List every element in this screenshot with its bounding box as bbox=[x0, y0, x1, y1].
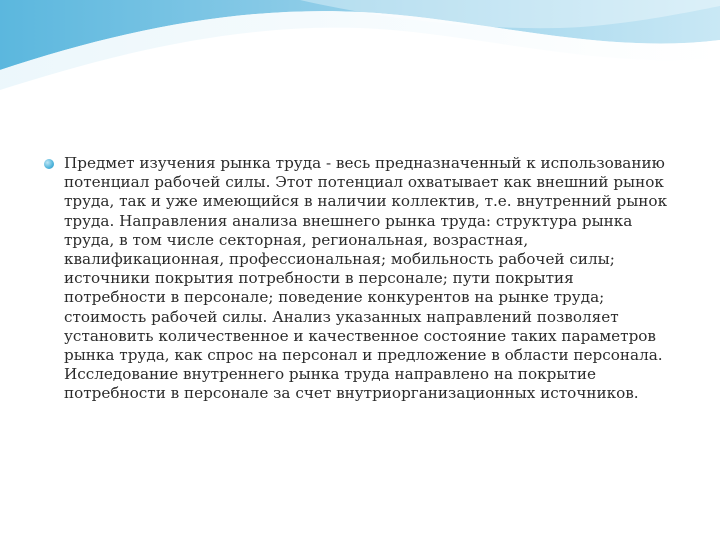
content-bullet-list bbox=[44, 154, 674, 404]
header-wave-decoration bbox=[0, 0, 720, 120]
bullet-dot-icon bbox=[44, 159, 54, 169]
content-bullet-item bbox=[44, 154, 674, 404]
bullet-text: Предмет изучения рынка труда - весь предназначенный к использованию потенциал рабочей силы. Этот потенциал охватывает как внешний рынок труда, так и уже имеющийся в наличии коллектив, т.е. внутренний рынок труда. Направления анализа внешнего рынка труда: структура рынка труда, в том числе секторная, региональная, возрастная, квалификационная, профессиональная; мобильность рабочей силы; источники покрытия потребности в персонале; пути покрытия потребности в персонале; поведение конкурентов на рынке труда; стоимость рабочей силы. Анализ указанных направлений позволяет установить количественное и качественное состояние таких параметров рынка труда, как спрос на персонал и предложение в области персонала. Исследование внутреннего рынка труда направлено на покрытие потребности в персонале за счет внутриорганизационных источников. bbox=[64, 154, 668, 403]
